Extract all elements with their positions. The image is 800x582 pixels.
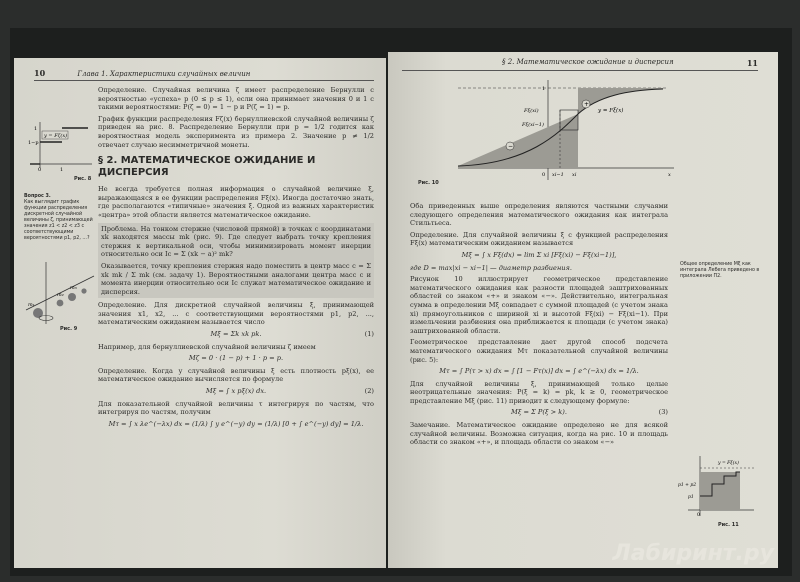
fig11-zero: 0 <box>697 513 700 518</box>
left-running-title: Глава 1. Характеристики случайных величин <box>77 70 251 78</box>
svg-text:m₁: m₁ <box>28 302 35 308</box>
geometric-text: Геометрическое представление дает другой способ подсчета математического ожидания Mτ показательной случайной величины (рис. 5): <box>410 338 668 364</box>
margin-note: Общее определение Mξ как интеграла Лебега приведено в приложении П2. <box>680 262 760 279</box>
figure-10 <box>448 74 678 184</box>
definition-density: Определение. Когда у случайной величины ξ есть плотность pξ(x), ее математическое ожидание вычисляется по формуле <box>98 366 374 384</box>
right-main-column <box>410 202 668 450</box>
watermark: Лабиринт.ру <box>612 541 774 566</box>
definition-bernoulli: Определение. Случайная величина ζ имеет распределение Бернулли с вероятностью «успеха» p (0 ≤ p ≤ 1), если она принимает значения 0 и 1 с такими вероятностями: P(ζ = 0) = 1 − p и P(ζ = 1) = p. <box>98 86 374 112</box>
definition-general: Определение. Для случайной величины ξ с функцией распределения Fξ(x) математическим ожиданием называется <box>410 230 668 248</box>
svg-text:1: 1 <box>34 126 38 132</box>
formula-1-body: Mξ = Σk xk pk. <box>210 330 262 339</box>
question-3 <box>24 194 94 242</box>
fig10-curve: y = Fξ(x) <box>598 108 624 114</box>
geometric-formula: Mτ = ∫ P(τ > x) dx = ∫ [1 − Fτ(x)] dx = ∫ e^(−λx) dx = 1/λ. <box>439 367 639 376</box>
formula-1 <box>98 330 374 339</box>
remark: Замечание. Математическое ожидание определено не для всякой случайной величины. Возможна ситуация, когда на рис. 10 и площадь области со знаком «+», и площадь области со знаком «−» <box>410 421 668 447</box>
figure-11-caption: Рис. 11 <box>718 522 739 528</box>
formula-2-body: Mξ = ∫ x pξ(x) dx. <box>205 387 267 396</box>
fig10-xaxis: x <box>668 172 671 178</box>
formula-general: Mξ = ∫ x Fξ(dx) = lim Σ xi [Fξ(xi) − Fξ(xi−1)], <box>461 250 617 259</box>
fig10-f2: Fξ(xi−1) <box>522 122 544 128</box>
question-title: Вопрос 3. <box>24 194 51 199</box>
figure-9 <box>24 258 96 328</box>
figure-9-caption: Рис. 9 <box>60 326 78 332</box>
fig10-x2: xi <box>572 172 577 178</box>
fig10-zero: 0 <box>542 172 546 178</box>
svg-text:m₂: m₂ <box>57 292 64 298</box>
fig11-p1p2: p1 + p2 <box>678 483 697 488</box>
section-intro: Не всегда требуется полная информация о случайной величине ξ, выражающаяся в ее функции распределения Fξ(x). Иногда достаточно знать, где располагаются «типичные» значения ξ. Одной из важных характеристик «центра» этой области является математическое ожидание. <box>98 185 374 219</box>
background-top <box>0 0 800 28</box>
fig10-f1: Fξ(xi) <box>524 108 539 114</box>
right-page <box>388 52 778 568</box>
fig10-minus: − <box>508 143 514 150</box>
integer-text: Для случайной величины ξ, принимающей только целые неотрицательные значения: P(ξ = k) = pk, k ≥ 0, геометрическое представление Mξ (рис. 11) приводит к следующему формуле: <box>410 379 668 405</box>
formula-2 <box>98 387 374 396</box>
svg-text:m₃: m₃ <box>70 285 77 291</box>
problem-answer: Оказывается, точку крепления стержня надо поместить в центр масс c = Σ xk mk / Σ mk (см. задачу 1). Вероятностными аналогами центра масс c и момента инерции относительно оси Ic служат математическое ожидание и дисперсия. <box>101 261 371 296</box>
fig10-explanation: Рисунок 10 иллюстрирует геометрическое представление математического ожидания как разности площадей заштрихованных областей со знаком «+» и знаком «−». Действительно, интегральная сумма в определении Mξ совпадает с суммой площадей (с учетом знака xi) прямоугольников с шириной xi и высотой Fξ(xi) − Fξ(xi−1). При измельчении разбиения она приближается к площади (с учетом знака) заштрихованной области. <box>410 275 668 335</box>
left-main-column <box>98 86 374 432</box>
svg-text:0: 0 <box>38 167 42 173</box>
figure-11 <box>678 452 758 522</box>
figure-10-caption: Рис. 10 <box>418 180 439 186</box>
formula-3-number: (3) <box>658 408 668 417</box>
formula-3-body: Mξ = Σ P(ξ > k). <box>511 408 567 417</box>
problem-box <box>98 223 374 299</box>
figure-8-caption: Рис. 8 <box>74 176 92 182</box>
svg-text:1: 1 <box>60 167 64 173</box>
fig10-x1: xi−1 <box>552 172 564 178</box>
svg-text:y = Fζ(x): y = Fζ(x) <box>44 133 68 139</box>
right-running-head <box>402 58 758 71</box>
fig11-curve: y = Fξ(x) <box>718 461 739 466</box>
problem-text: Проблема. На тонком стержне (числовой прямой) в точках с координатами xk находятся массы mk (рис. 9). Где следует выбрать точку крепления стержня к вертикальной оси, чтобы минимизировать момент инерции относительно оси Ic = Σ (xk − a)² mk? <box>101 224 371 259</box>
bernoulli-mean-text: Например, для бернуллиевской случайной величины ζ имеем <box>98 342 316 351</box>
left-page <box>14 58 386 568</box>
left-running-head <box>34 68 374 81</box>
bernoulli-mean-formula: Mζ = 0 · (1 − p) + 1 · p = p. <box>188 354 284 363</box>
bernoulli-graph-text: График функции распределения Fζ(x) бернуллиевской случайной величины ζ приведен на рис. 8. Распределение Бернулли при p = 1/2 годится как вероятностная модель эксперимента из примера 2. Значение p ≠ 1/2 отвечает случаю несимметричной монеты. <box>98 114 374 149</box>
svg-text:1−p: 1−p <box>28 140 39 146</box>
fig11-p1: p1 <box>688 495 694 500</box>
section-title: § 2. МАТЕМАТИЧЕСКОЕ ОЖИДАНИЕ И ДИСПЕРСИЯ <box>98 155 316 179</box>
definition-discrete: Определение. Для дискретной случайной величины ξ, принимающей значения x1, x2, ... с соответствующими вероятностями p1, p2, ..., математическим ожиданием называется число <box>98 301 374 327</box>
fig10-plus: + <box>584 101 590 108</box>
formula-general-sub: где D = max|xi − xi−1| — диаметр разбиения. <box>410 263 573 272</box>
formula-1-number: (1) <box>364 330 374 339</box>
right-running-title: § 2. Математическое ожидание и дисперсия <box>502 58 674 66</box>
left-page-number: 10 <box>34 68 46 78</box>
question-text: Как выглядит график функции распределения дискретной случайной величины ζ, принимающей значения z1 < z2 < z3 с соответствующими вероятностями p1, p2, ...? <box>24 200 93 241</box>
figure-8 <box>26 118 96 174</box>
formula-2-number: (2) <box>364 387 374 396</box>
right-page-number: 11 <box>746 58 758 68</box>
fig10-one: 1 <box>542 86 546 92</box>
stieltjes-intro: Оба приведенных выше определения являются частными случаями следующего определения математического ожидания как интеграла Стильтьеса. <box>410 202 668 228</box>
exponential-formula: Mτ = ∫ x λe^(−λx) dx = (1/λ) ∫ y e^(−y) dy = (1/λ) [0 + ∫ e^(−y) dy] = 1/λ. <box>108 419 364 428</box>
formula-3 <box>410 408 668 417</box>
exponential-text: Для показательной случайной величины τ интегрируя по частям, что интегрируя по частям, получим <box>98 399 374 417</box>
